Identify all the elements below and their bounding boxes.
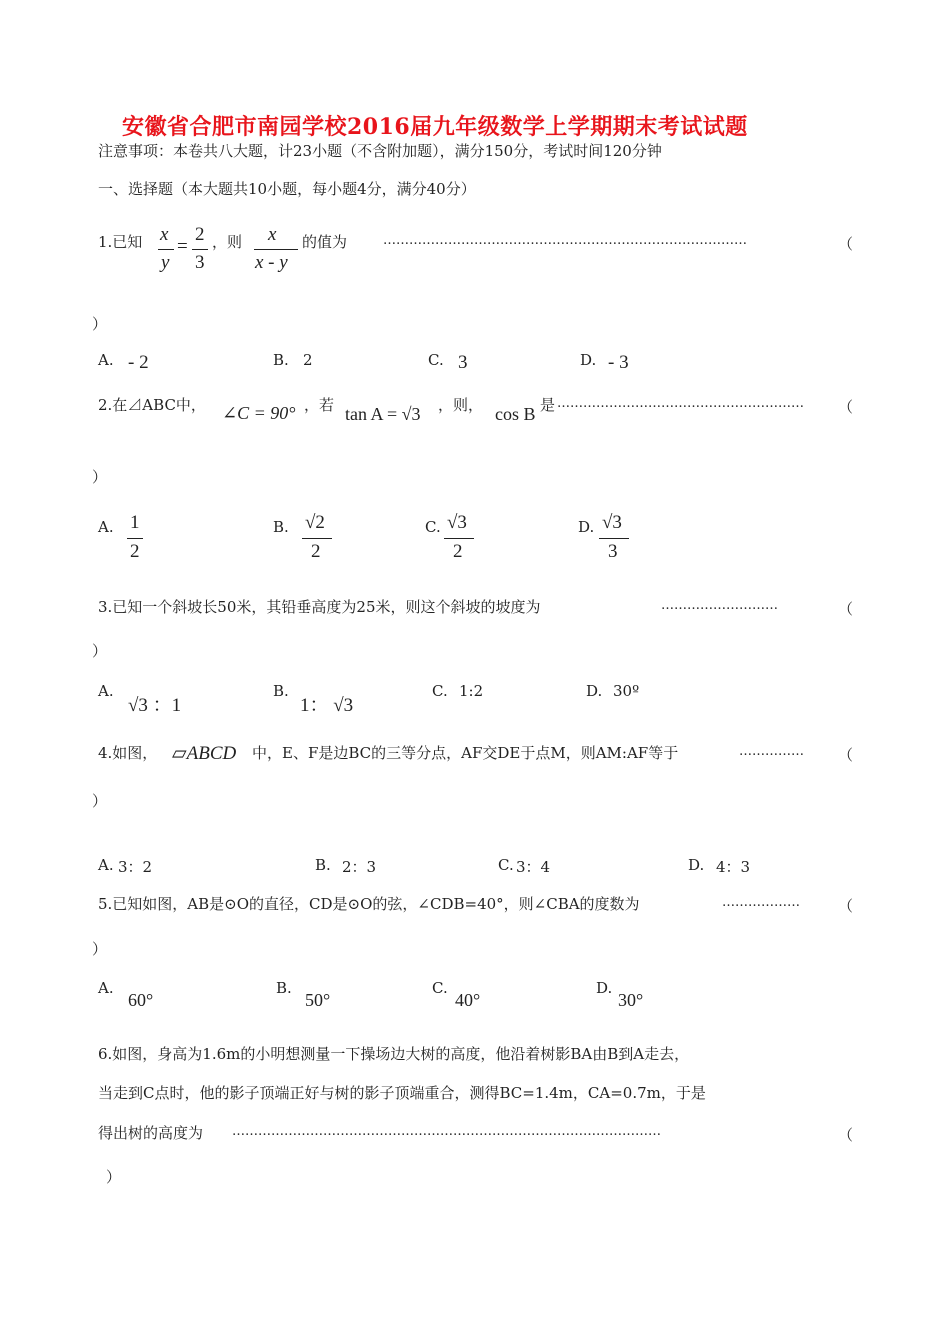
q1-equals: = — [177, 236, 188, 257]
q5-option-b-label: B. — [276, 979, 292, 997]
q3-option-a-value: √3 ：1 — [128, 695, 182, 716]
q2-option-d-num: √3 — [602, 512, 622, 533]
q1-frac1-bar — [158, 249, 174, 250]
q2-option-d-label: D. — [578, 518, 595, 536]
q2-option-d-bar — [599, 538, 629, 539]
q4-parallelogram: ▱ABCD — [172, 743, 237, 764]
q5-option-d-value: 30° — [618, 990, 644, 1010]
q4-option-b-label: B. — [315, 856, 331, 874]
notice: 注意事项：本卷共八大题，计23小题（不含附加题），满分150分，考试时间120分钟 — [98, 142, 662, 160]
q6-line-1: 6.如图，身高为1.6m的小明想测量一下操场边大树的高度，他沿着树影BA由B到A走去， — [98, 1045, 690, 1063]
q3-option-d-label: D. — [586, 682, 603, 700]
q1-option-c-value: 3 — [458, 352, 468, 373]
q2-option-a-bar — [127, 538, 143, 539]
q1-frac3-den: x - y — [255, 252, 288, 273]
q4-option-d-label: D. — [688, 856, 705, 874]
q1-option-a-label: A. — [98, 351, 114, 369]
q4-option-a-value: 3：2 — [118, 858, 153, 876]
q2-prefix: 2.在⊿ABC中， — [98, 396, 206, 414]
q2-option-b-bar — [302, 538, 332, 539]
paper-title: 安徽省合肥市南园学校2016届九年级数学上学期期末考试试题 — [122, 114, 748, 140]
section-heading: 一、选择题（本大题共10小题，每小题4分，满分40分） — [98, 180, 476, 198]
q1-option-c-label: C. — [428, 351, 444, 369]
q1-suffix: 的值为 — [302, 233, 348, 251]
q6-paren-close: ） — [106, 1168, 122, 1186]
q4-option-a-label: A. — [98, 856, 114, 874]
q2-mid: ，若 — [304, 396, 335, 414]
q1-leader-dots: ………………………………………………………………………… — [383, 233, 747, 248]
q3-text: 3.已知一个斜坡长50米，其铅垂高度为25米，则这个斜坡的坡度为 — [98, 598, 541, 616]
q1-option-b-label: B. — [273, 351, 289, 369]
q2-option-b-num: √2 — [305, 512, 325, 533]
q4-option-c-value: 3：4 — [516, 858, 551, 876]
q2-option-c-num: √3 — [447, 512, 467, 533]
q3-paren-open: （ — [838, 600, 854, 618]
q5-option-c-label: C. — [432, 979, 448, 997]
q2-option-a-label: A. — [98, 518, 114, 536]
q1-option-b-value: 2 — [303, 351, 313, 369]
q5-option-a-value: 60° — [128, 990, 154, 1010]
q4-leader-dots: …………… — [739, 744, 804, 759]
q1-frac1-num: x — [160, 224, 169, 245]
q1-frac3-num: x — [268, 224, 277, 245]
q4-option-b-value: 2：3 — [342, 858, 377, 876]
q2-leader-dots: ………………………………………………… — [557, 396, 804, 411]
q4-paren-close: ） — [92, 792, 108, 810]
q3-paren-close: ） — [92, 642, 108, 660]
q1-paren-open: （ — [838, 235, 854, 253]
q4-prefix: 4.如图， — [98, 744, 158, 762]
q1-option-a-value: - 2 — [128, 352, 149, 373]
q2-option-c-label: C. — [425, 518, 441, 536]
q1-frac2-bar — [192, 249, 208, 250]
q2-option-b-label: B. — [273, 518, 289, 536]
q5-paren-close: ） — [92, 940, 108, 958]
q1-prefix: 1.已知 — [98, 233, 143, 251]
q3-option-b-label: B. — [273, 682, 289, 700]
q1-mid: ，则 — [212, 233, 243, 251]
q4-text: 中，E、F是边BC的三等分点，AF交DE于点M，则AM:AF等于 — [252, 744, 679, 762]
q1-paren-close: ） — [92, 315, 108, 333]
q2-paren-open: （ — [838, 398, 854, 416]
q5-option-d-label: D. — [596, 979, 613, 997]
q5-leader-dots: ……………… — [722, 895, 800, 910]
q2-option-a-den: 2 — [130, 541, 140, 562]
q3-option-d-value: 30º — [613, 682, 640, 700]
q1-frac3-bar — [254, 249, 298, 250]
q2-angle: ∠C = 90° — [222, 403, 296, 423]
q2-cos: cos B — [495, 404, 536, 424]
q3-option-c-value: 1:2 — [459, 682, 484, 700]
q1-option-d-label: D. — [580, 351, 597, 369]
q3-option-b-value: 1： √3 — [300, 695, 354, 716]
q5-option-b-value: 50° — [305, 990, 331, 1010]
q2-suffix: 是 — [540, 396, 556, 414]
q2-option-c-den: 2 — [453, 541, 463, 562]
q4-option-c-label: C. — [498, 856, 514, 874]
q6-line-3: 得出树的高度为 — [98, 1124, 204, 1142]
q5-option-c-value: 40° — [455, 990, 481, 1010]
q2-tan: tan A = √3 — [345, 404, 421, 424]
q6-paren-open: （ — [838, 1126, 854, 1144]
q2-option-d-den: 3 — [608, 541, 618, 562]
q3-option-c-label: C. — [432, 682, 448, 700]
q6-line-2: 当走到C点时，他的影子顶端正好与树的影子顶端重合，测得BC=1.4m，CA=0.7m，于是 — [98, 1084, 706, 1102]
q1-frac2-den: 3 — [195, 252, 205, 273]
q5-text: 5.已知如图，AB是⊙O的直径，CD是⊙O的弦，∠CDB=40°，则∠CBA的度数为 — [98, 895, 640, 913]
q1-frac2-num: 2 — [195, 224, 205, 245]
q2-option-a-num: 1 — [130, 512, 140, 533]
q5-option-a-label: A. — [98, 979, 114, 997]
q3-leader-dots: ……………………… — [661, 598, 778, 613]
q2-option-c-bar — [444, 538, 474, 539]
q2-paren-close: ） — [92, 468, 108, 486]
q4-option-d-value: 4：3 — [716, 858, 751, 876]
q5-paren-open: （ — [838, 897, 854, 915]
q1-option-d-value: - 3 — [608, 352, 629, 373]
q2-option-b-den: 2 — [311, 541, 321, 562]
q2-mid2: ，则， — [438, 396, 484, 414]
q4-paren-open: （ — [838, 746, 854, 764]
q3-option-a-label: A. — [98, 682, 114, 700]
q6-leader-dots: ……………………………………………………………………………………… — [232, 1124, 661, 1139]
q1-frac1-den: y — [161, 252, 170, 273]
